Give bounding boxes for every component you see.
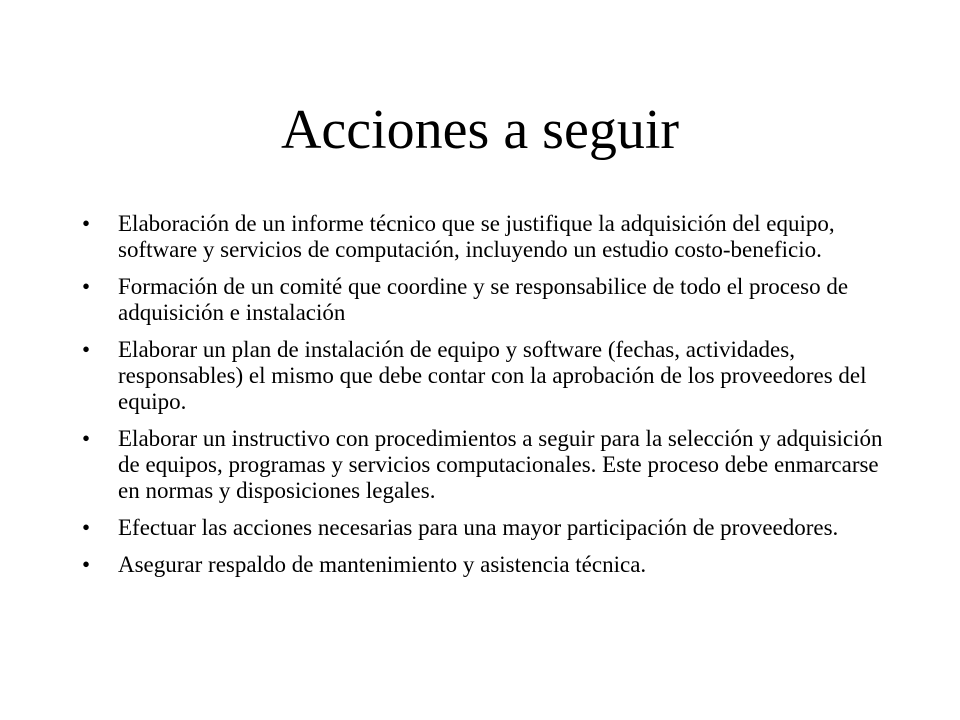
bullet-item-4 xyxy=(82,426,902,504)
bullet-text-1: Elaboración de un informe técnico que se justifique la adquisición del equipo, software y servicios de computación, incluyendo un estudio costo-beneficio. xyxy=(118,211,835,262)
bullet-item-1 xyxy=(82,211,902,263)
bullet-text-6: Asegurar respaldo de mantenimiento y asistencia técnica. xyxy=(118,552,647,577)
bullet-text-4: Elaborar un instructivo con procedimientos a seguir para la selección y adquisición de equipos, programas y servicios computacionales. Este proceso debe enmarcarse en normas y disposiciones legales. xyxy=(118,426,883,503)
bullet-icon: • xyxy=(82,515,91,540)
bullet-item-5 xyxy=(82,515,902,541)
bullet-icon: • xyxy=(82,337,91,362)
bullet-icon: • xyxy=(82,552,91,577)
bullet-item-2 xyxy=(82,274,902,326)
bullet-item-3 xyxy=(82,337,902,415)
bullet-text-2: Formación de un comité que coordine y se responsabilice de todo el proceso de adquisición e instalación xyxy=(118,274,849,325)
bullet-list xyxy=(82,211,902,589)
bullet-text-3: Elaborar un plan de instalación de equipo y software (fechas, actividades, responsables) el mismo que debe contar con la aprobación de los proveedores del equipo. xyxy=(118,337,867,414)
bullet-item-6 xyxy=(82,552,902,578)
bullet-icon: • xyxy=(82,426,91,451)
bullet-icon: • xyxy=(82,274,91,299)
bullet-text-5: Efectuar las acciones necesarias para una mayor participación de proveedores. xyxy=(118,515,839,540)
bullet-icon: • xyxy=(82,211,91,236)
slide-title: Acciones a seguir xyxy=(280,99,680,161)
